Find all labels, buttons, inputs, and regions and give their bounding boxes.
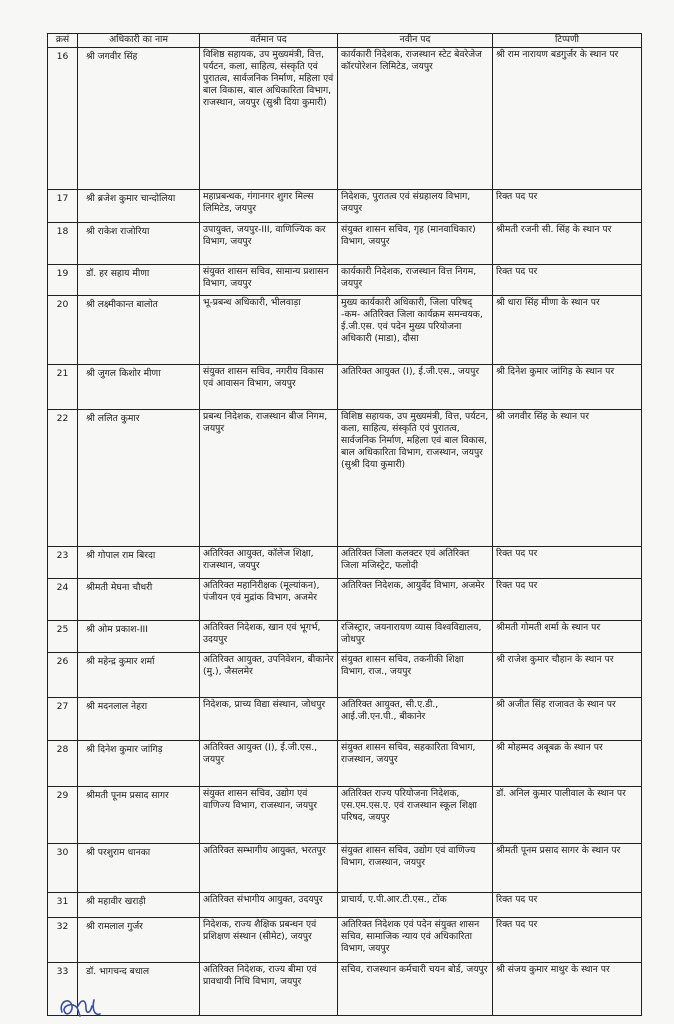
current-post-cell: अतिरिक्त आयुक्त, कॉलेज शिक्षा, राजस्थान, जयपुर: [200, 547, 338, 579]
remark-cell: डॉ. अनिल कुमार पालीवाल के स्थान पर: [493, 787, 642, 844]
remark-cell: श्री दिनेश कुमार जांगिड़ के स्थान पर: [493, 365, 642, 410]
new-post-cell: अतिरिक्त निदेशक एवं पदेन संयुक्त शासन सचिव, सामाजिक न्याय एवं अधिकारिता विभाग, जयपुर: [338, 918, 493, 963]
serial-number-cell: 32: [48, 918, 78, 963]
officer-name-cell: श्री ललित कुमार: [78, 410, 200, 547]
serial-number-cell: 29: [48, 787, 78, 844]
serial-number-cell: 33: [48, 963, 78, 1016]
remark-cell: रिक्त पद पर: [493, 547, 642, 579]
officer-name-cell: श्री जुगल किशोर मीणा: [78, 365, 200, 410]
table-row: [48, 579, 642, 621]
table-row: [48, 48, 642, 190]
table-body: [48, 48, 642, 1016]
remark-cell: श्री संजय कुमार माथुर के स्थान पर: [493, 963, 642, 1016]
serial-number-cell: 21: [48, 365, 78, 410]
current-post-cell: अतिरिक्त निदेशक, राज्य बीमा एवं प्रावधायी निधि विभाग, जयपुर: [200, 963, 338, 1016]
new-post-cell: अतिरिक्त आयुक्त, सी.ए.डी., आई.जी.एन.पी., बीकानेर: [338, 698, 493, 741]
new-post-cell: संयुक्त शासन सचिव, उद्योग एवं वाणिज्य विभाग, राजस्थान, जयपुर: [338, 844, 493, 893]
serial-number-cell: 17: [48, 190, 78, 223]
new-post-cell: सचिव, राजस्थान कर्मचारी चयन बोर्ड, जयपुर: [338, 963, 493, 1016]
serial-number-cell: 24: [48, 579, 78, 621]
new-post-cell: कार्यकारी निदेशक, राजस्थान वित्त निगम, जयपुर: [338, 265, 493, 296]
header-officer-name: अधिकारी का नाम: [78, 34, 200, 48]
transfer-table: [47, 33, 642, 1016]
serial-number-cell: 26: [48, 653, 78, 698]
remark-cell: श्री जगवीर सिंह के स्थान पर: [493, 410, 642, 547]
current-post-cell: संयुक्त शासन सचिव, नगरीय विकास एवं आवासन विभाग, जयपुर: [200, 365, 338, 410]
table-row: [48, 741, 642, 787]
table-row: [48, 365, 642, 410]
current-post-cell: अतिरिक्त संभागीय आयुक्त, उदयपुर: [200, 893, 338, 918]
remark-cell: श्री मोहम्मद अबूबक्र के स्थान पर: [493, 741, 642, 787]
officer-name-cell: श्री जगवीर सिंह: [78, 48, 200, 190]
table-row: [48, 190, 642, 223]
serial-number-cell: 19: [48, 265, 78, 296]
table-row: [48, 410, 642, 547]
table-row: [48, 547, 642, 579]
officer-name-cell: श्री लक्ष्मीकान्त बालोत: [78, 296, 200, 365]
officer-name-cell: श्री परशुराम धानका: [78, 844, 200, 893]
serial-number-cell: 27: [48, 698, 78, 741]
remark-cell: श्री राम नारायण बडगुर्जर के स्थान पर: [493, 48, 642, 190]
new-post-cell: संयुक्त शासन सचिव, तकनीकी शिक्षा विभाग, राज., जयपुर: [338, 653, 493, 698]
current-post-cell: अतिरिक्त आयुक्त (I), ई.जी.एस., जयपुर: [200, 741, 338, 787]
current-post-cell: भू-प्रबन्ध अधिकारी, भीलवाड़ा: [200, 296, 338, 365]
transfer-order-page: [47, 33, 641, 1016]
header-new-post: नवीन पद: [338, 34, 493, 48]
new-post-cell: मुख्य कार्यकारी अधिकारी, जिला परिषद् -कम- अतिरिक्त जिला कार्यक्रम समन्वयक, ई.जी.एस. एवं पदेन मुख्य परियोजना अधिकारी (माडा), दौसा: [338, 296, 493, 365]
remark-cell: श्री राजेश कुमार चौहान के स्थान पर: [493, 653, 642, 698]
table-row: [48, 653, 642, 698]
remark-cell: श्री धारा सिंह मीणा के स्थान पर: [493, 296, 642, 365]
current-post-cell: अतिरिक्त सम्भागीय आयुक्त, भरतपुर: [200, 844, 338, 893]
remark-cell: रिक्त पद पर: [493, 579, 642, 621]
current-post-cell: अतिरिक्त महानिरीक्षक (मूल्यांकन), पंजीयन एवं मुद्रांक विभाग, अजमेर: [200, 579, 338, 621]
header-current-post: वर्तमान पद: [200, 34, 338, 48]
current-post-cell: प्रबन्ध निदेशक, राजस्थान बीज निगम, जयपुर: [200, 410, 338, 547]
header-remark: टिप्पणी: [493, 34, 642, 48]
table-row: [48, 918, 642, 963]
current-post-cell: विशिष्ठ सहायक, उप मुख्यमंत्री, वित्त, पर्यटन, कला, साहित्य, संस्कृति एवं पुरातत्व, सार्वजनिक निर्माण, महिला एवं बाल विकास, बाल अधिकारिता विभाग, राजस्थान, जयपुर (सुश्री दिया कुमारी): [200, 48, 338, 190]
serial-number-cell: 18: [48, 223, 78, 265]
table-row: [48, 963, 642, 1016]
serial-number-cell: 30: [48, 844, 78, 893]
officer-name-cell: डॉ. हर सहाय मीणा: [78, 265, 200, 296]
remark-cell: रिक्त पद पर: [493, 190, 642, 223]
handwritten-signature: [56, 992, 108, 1022]
officer-name-cell: श्री दिनेश कुमार जांगिड़: [78, 741, 200, 787]
current-post-cell: निदेशक, प्राच्य विद्या संस्थान, जोधपुर: [200, 698, 338, 741]
officer-name-cell: श्री महावीर खराड़ी: [78, 893, 200, 918]
new-post-cell: विशिष्ठ सहायक, उप मुख्यमंत्री, वित्त, पर्यटन, कला, साहित्य, संस्कृति एवं पुरातत्व, सार्वजनिक निर्माण, महिला एवं बाल विकास, बाल अधिकारिता विभाग, राजस्थान, जयपुर (सुश्री दिया कुमारी): [338, 410, 493, 547]
serial-number-cell: 22: [48, 410, 78, 547]
new-post-cell: अतिरिक्त राज्य परियोजना निदेशक, एस.एम.एस.ए. एवं राजस्थान स्कूल शिक्षा परिषद, जयपुर: [338, 787, 493, 844]
table-row: [48, 698, 642, 741]
table-header-row: [48, 34, 642, 48]
current-post-cell: अतिरिक्त निदेशक, खान एवं भूगर्भ, उदयपुर: [200, 621, 338, 653]
officer-name-cell: श्रीमती पूनम प्रसाद सागर: [78, 787, 200, 844]
table-row: [48, 844, 642, 893]
table-row: [48, 223, 642, 265]
remark-cell: श्रीमती पूनम प्रसाद सागर के स्थान पर: [493, 844, 642, 893]
serial-number-cell: 28: [48, 741, 78, 787]
serial-number-cell: 23: [48, 547, 78, 579]
table-row: [48, 893, 642, 918]
header-serial-number: क्रसं: [48, 34, 78, 48]
new-post-cell: प्राचार्य, ए.पी.आर.टी.एस., टोंक: [338, 893, 493, 918]
officer-name-cell: श्री मदनलाल नेहरा: [78, 698, 200, 741]
remark-cell: श्रीमती रजनी सी. सिंह के स्थान पर: [493, 223, 642, 265]
officer-name-cell: डॉ. भागचन्द बधाल: [78, 963, 200, 1016]
remark-cell: रिक्त पद पर: [493, 918, 642, 963]
serial-number-cell: 31: [48, 893, 78, 918]
current-post-cell: संयुक्त शासन सचिव, सामान्य प्रशासन विभाग, जयपुर: [200, 265, 338, 296]
current-post-cell: अतिरिक्त आयुक्त, उपनिवेशन, बीकानेर (मु.), जैसलमेर: [200, 653, 338, 698]
new-post-cell: निदेशक, पुरातत्व एवं संग्रहालय विभाग, जयपुर: [338, 190, 493, 223]
officer-name-cell: श्री ब्रजेश कुमार चान्दोलिया: [78, 190, 200, 223]
officer-name-cell: श्री रामलाल गुर्जर: [78, 918, 200, 963]
current-post-cell: उपायुक्त, जयपुर-III, वाणिज्यिक कर विभाग, जयपुर: [200, 223, 338, 265]
new-post-cell: रजिस्ट्रार, जयनारायण व्यास विश्वविद्यालय, जोधपुर: [338, 621, 493, 653]
current-post-cell: संयुक्त शासन सचिव, उद्योग एवं वाणिज्य विभाग, राजस्थान, जयपुर: [200, 787, 338, 844]
new-post-cell: अतिरिक्त आयुक्त (I), ई.जी.एस., जयपुर: [338, 365, 493, 410]
current-post-cell: महाप्रबन्धक, गंगानगर शुगर मिल्स लिमिटेड, जयपुर: [200, 190, 338, 223]
serial-number-cell: 25: [48, 621, 78, 653]
remark-cell: रिक्त पद पर: [493, 265, 642, 296]
new-post-cell: कार्यकारी निदेशक, राजस्थान स्टेट बेवरेजेज कॉरपोरेशन लिमिटेड, जयपुर: [338, 48, 493, 190]
serial-number-cell: 16: [48, 48, 78, 190]
officer-name-cell: श्री गोपाल राम बिरदा: [78, 547, 200, 579]
officer-name-cell: श्री ओम प्रकाश-III: [78, 621, 200, 653]
new-post-cell: संयुक्त शासन सचिव, सहकारिता विभाग, राजस्थान, जयपुर: [338, 741, 493, 787]
officer-name-cell: श्रीमती मेघना चौधरी: [78, 579, 200, 621]
table-row: [48, 296, 642, 365]
officer-name-cell: श्री महेन्द्र कुमार शर्मा: [78, 653, 200, 698]
new-post-cell: अतिरिक्त जिला कलक्टर एवं अतिरिक्त जिला मजिस्ट्रेट, फलोदी: [338, 547, 493, 579]
remark-cell: श्रीमती गोमती शर्मा के स्थान पर: [493, 621, 642, 653]
new-post-cell: संयुक्त शासन सचिव, गृह (मानवाधिकार) विभाग, जयपुर: [338, 223, 493, 265]
serial-number-cell: 20: [48, 296, 78, 365]
table-row: [48, 621, 642, 653]
remark-cell: रिक्त पद पर: [493, 893, 642, 918]
table-row: [48, 787, 642, 844]
new-post-cell: अतिरिक्त निदेशक, आयुर्वेद विभाग, अजमेर: [338, 579, 493, 621]
remark-cell: श्री अजीत सिंह राजावत के स्थान पर: [493, 698, 642, 741]
officer-name-cell: श्री राकेश राजोरिया: [78, 223, 200, 265]
current-post-cell: निदेशक, राज्य शैक्षिक प्रबन्धन एवं प्रशिक्षण संस्थान (सीमेट), जयपुर: [200, 918, 338, 963]
table-row: [48, 265, 642, 296]
